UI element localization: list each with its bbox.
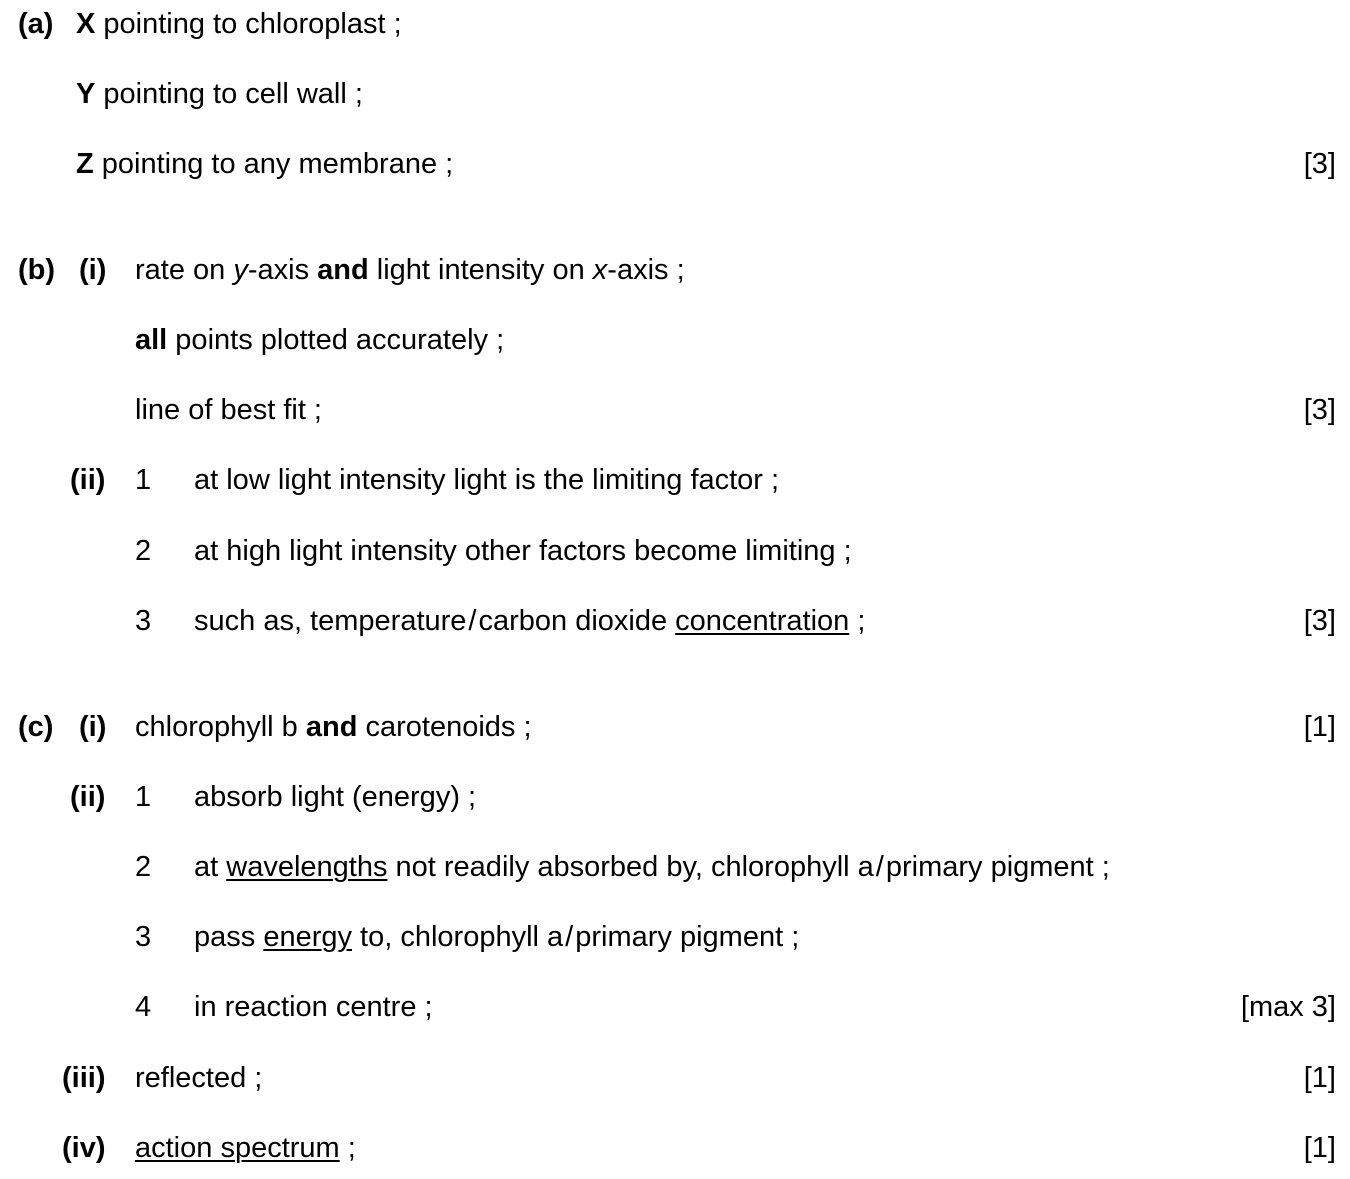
text-run: ; [339, 1132, 356, 1164]
part-c-ii-point-1: absorb light (energy) ; [194, 781, 477, 813]
point-number: 3 [135, 921, 152, 953]
point-number: 4 [135, 991, 152, 1023]
part-b-i-mark: [3] [1303, 394, 1336, 426]
text-run: primary pigment ; [575, 921, 800, 953]
part-b-ii-label: (ii) [70, 464, 106, 496]
part-a-mark: [3] [1303, 148, 1336, 180]
text-run: such as, temperature [194, 605, 467, 637]
part-b-ii-point-1: at low light intensity light is the limiting factor ; [194, 464, 780, 496]
part-b-i-line2 [135, 326, 504, 355]
point-number: 2 [135, 851, 152, 883]
item-text: pointing to any membrane ; [93, 148, 454, 180]
part-b-i-line1 [135, 256, 685, 285]
part-a-label: (a) [18, 8, 54, 40]
part-b-i-label: (i) [79, 254, 107, 286]
text-run: ; [849, 605, 866, 637]
bold-and: and [317, 254, 369, 286]
part-c-iv-mark: [1] [1303, 1132, 1336, 1164]
text-run: light intensity on [368, 254, 593, 286]
text-run: rate on [135, 254, 234, 286]
text-run: pass [194, 921, 264, 953]
text-run: points plotted accurately ; [167, 324, 505, 356]
part-c-ii-mark: [max 3] [1240, 991, 1336, 1023]
part-b-i-line3: line of best fit ; [135, 394, 322, 426]
part-a-item-y [76, 80, 363, 109]
point-number: 1 [135, 464, 152, 496]
underlined-term: energy [263, 921, 352, 953]
point-number: 3 [135, 605, 152, 637]
x-axis-letter: x [592, 254, 608, 286]
part-c-iii-text: reflected ; [135, 1062, 263, 1094]
item-key: Y [76, 78, 96, 110]
part-c-i-text [135, 713, 532, 742]
part-c-label: (c) [18, 711, 54, 743]
slash-separator: / [468, 605, 477, 637]
part-c-ii-point-2 [194, 853, 1110, 882]
underlined-term: action spectrum [135, 1132, 340, 1164]
part-c-ii-label: (ii) [70, 781, 106, 813]
part-c-iii-label: (iii) [62, 1062, 106, 1094]
underlined-term: wavelengths [226, 851, 388, 883]
slash-separator: / [565, 921, 574, 953]
slash-separator: / [875, 851, 884, 883]
part-a-item-z [76, 150, 453, 179]
part-c-ii-point-4: in reaction centre ; [194, 991, 433, 1023]
part-c-ii-point-3 [194, 923, 799, 952]
part-c-i-mark: [1] [1303, 711, 1336, 743]
y-axis-letter: y [233, 254, 248, 286]
text-run: chlorophyll b [135, 711, 306, 743]
item-text: pointing to cell wall ; [95, 78, 363, 110]
bold-all: all [135, 324, 168, 356]
text-run: carotenoids ; [357, 711, 532, 743]
part-c-iv-text [135, 1134, 356, 1163]
text-run: at [194, 851, 227, 883]
part-b-ii-point-3 [194, 607, 865, 636]
underlined-term: concentration [675, 605, 850, 637]
item-key: X [76, 8, 96, 40]
text-run: -axis [247, 254, 318, 286]
bold-and: and [305, 711, 358, 743]
text-run: to, chlorophyll a [352, 921, 564, 953]
text-run: not readily absorbed by, chlorophyll a [387, 851, 874, 883]
part-b-label: (b) [18, 254, 56, 286]
part-c-iii-mark: [1] [1303, 1062, 1336, 1094]
part-c-i-label: (i) [79, 711, 107, 743]
part-c-iv-label: (iv) [62, 1132, 106, 1164]
item-text: pointing to chloroplast ; [95, 8, 402, 40]
point-number: 1 [135, 781, 152, 813]
item-key: Z [76, 148, 94, 180]
text-run: -axis ; [607, 254, 685, 286]
part-b-ii-point-2: at high light intensity other factors become limiting ; [194, 535, 852, 567]
text-run: primary pigment ; [885, 851, 1110, 883]
text-run: carbon dioxide [478, 605, 676, 637]
point-number: 2 [135, 535, 152, 567]
part-b-ii-mark: [3] [1303, 605, 1336, 637]
part-a-item-x [76, 10, 402, 39]
